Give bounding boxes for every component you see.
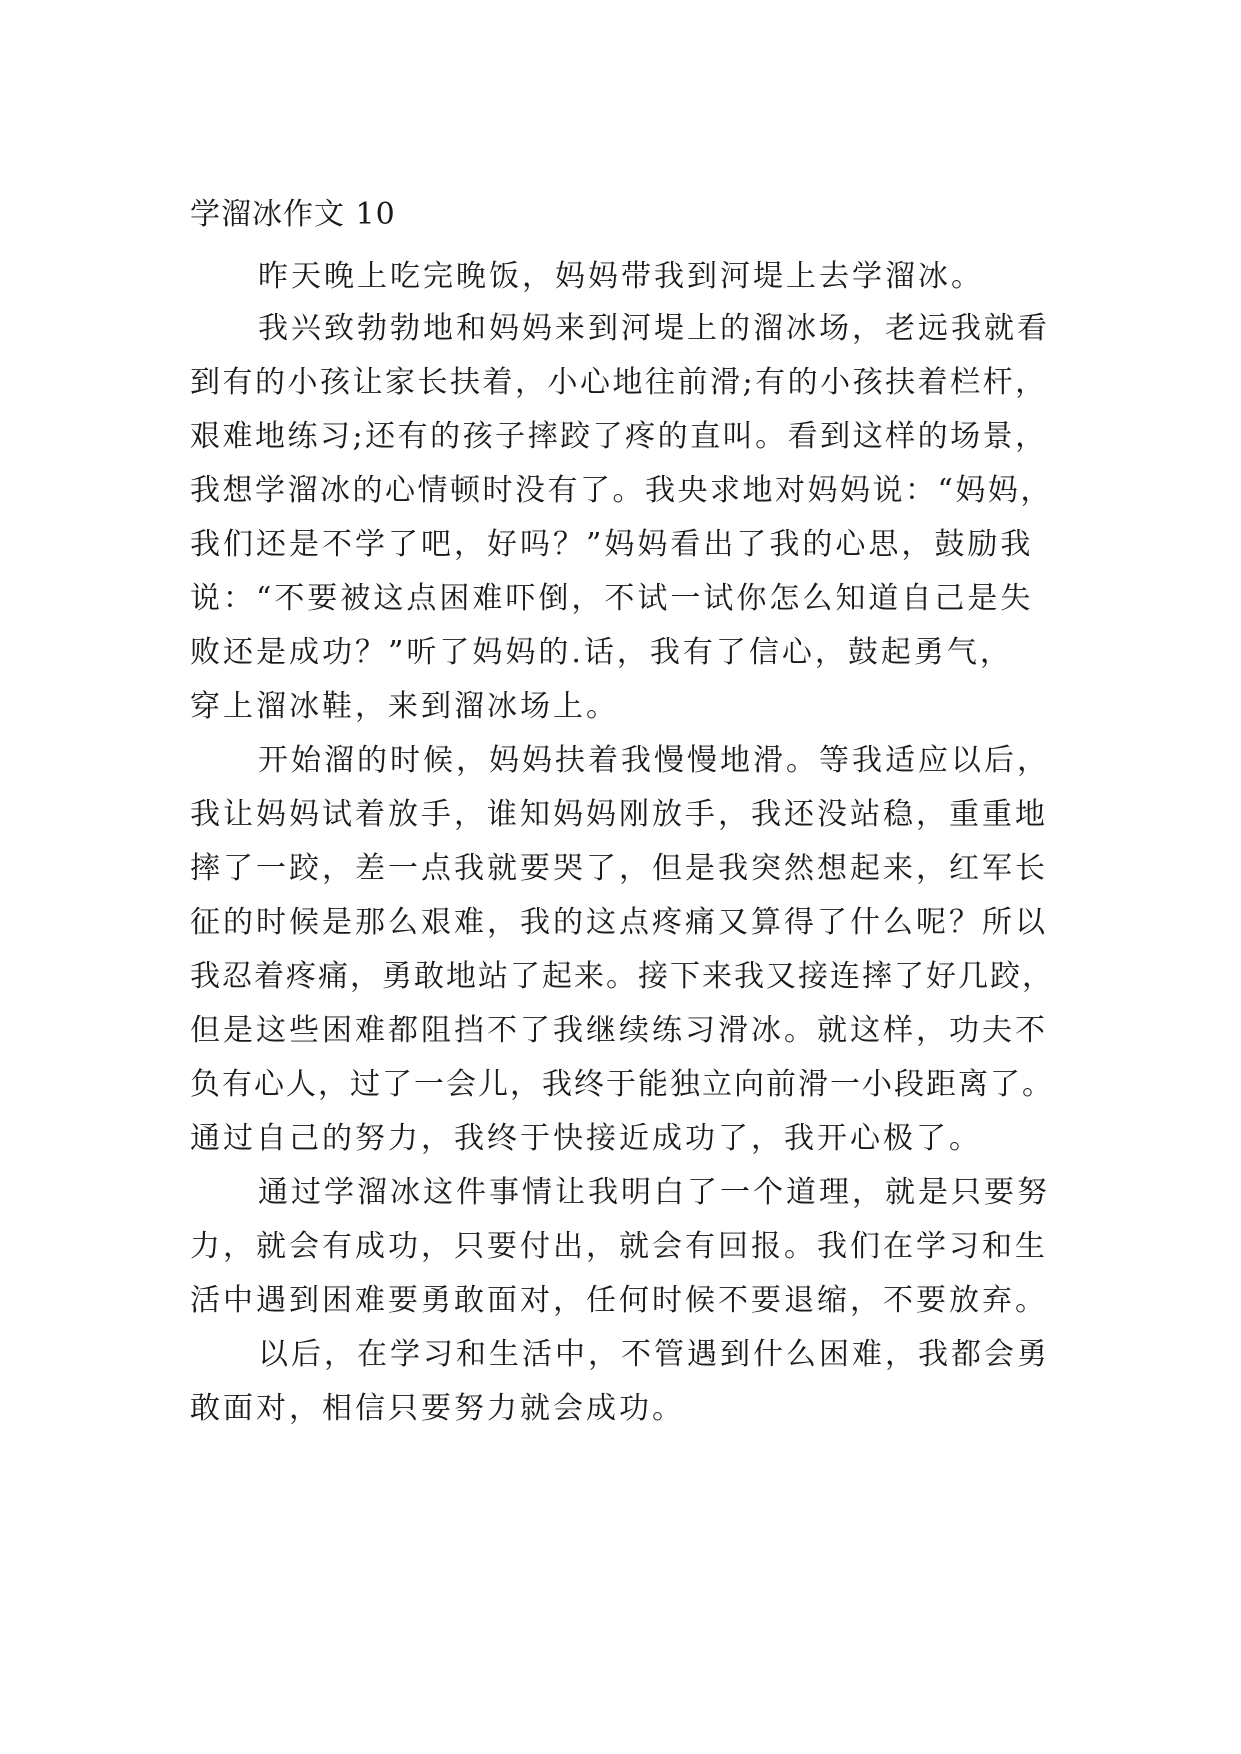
paragraph-line: 穿上溜冰鞋，来到溜冰场上。 [190,689,619,724]
paragraph-line: 我们还是不学了吧，好吗？”妈妈看出了我的心思，鼓励我 [190,527,1034,562]
paragraph-line: 我想学溜冰的心情顿时没有了。我央求地对妈妈说：“妈妈， [190,473,1053,508]
paragraph-line: 活中遇到困难要勇敢面对，任何时候不要退缩，不要放弃。 [190,1283,1048,1318]
paragraph-line: 说：“不要被这点困难吓倒，不试一试你怎么知道自己是失 [190,581,1034,616]
paragraph-line: 但是这些困难都阻挡不了我继续练习滑冰。就这样，功夫不 [190,1013,1048,1048]
paragraph-line: 征的时候是那么艰难，我的这点疼痛又算得了什么呢？所以 [190,905,1048,940]
paragraph-line: 力，就会有成功，只要付出，就会有回报。我们在学习和生 [190,1229,1048,1264]
document-title: 学溜冰作文 10 [190,197,396,232]
paragraph-line: 我忍着疼痛，勇敢地站了起来。接下来我又接连摔了好几跤， [190,959,1054,994]
paragraph-line: 以后，在学习和生活中，不管遇到什么困难，我都会勇 [258,1337,1050,1372]
paragraph-line: 我让妈妈试着放手，谁知妈妈刚放手，我还没站稳，重重地 [190,797,1048,832]
paragraph-line: 通过自己的努力，我终于快接近成功了，我开心极了。 [190,1121,982,1156]
paragraph-line: 昨天晚上吃完晚饭，妈妈带我到河堤上去学溜冰。 [258,259,984,294]
paragraph-line: 摔了一跤，差一点我就要哭了，但是我突然想起来，红军长 [190,851,1048,886]
paragraph-line: 通过学溜冰这件事情让我明白了一个道理，就是只要努 [258,1175,1050,1210]
paragraph-line: 艰难地练习;还有的孩子摔跤了疼的直叫。看到这样的场景， [190,419,1048,454]
paragraph-line: 开始溜的时候，妈妈扶着我慢慢地滑。等我适应以后， [258,743,1050,778]
paragraph-line: 敢面对，相信只要努力就会成功。 [190,1391,685,1426]
paragraph-line: 负有心人，过了一会儿，我终于能独立向前滑一小段距离了。 [190,1067,1054,1102]
paragraph-line: 败还是成功？”听了妈妈的.话，我有了信心，鼓起勇气， [190,635,1013,670]
paragraph-line: 我兴致勃勃地和妈妈来到河堤上的溜冰场，老远我就看 [258,311,1050,346]
paragraph-line: 到有的小孩让家长扶着，小心地往前滑;有的小孩扶着栏杆， [190,365,1048,400]
